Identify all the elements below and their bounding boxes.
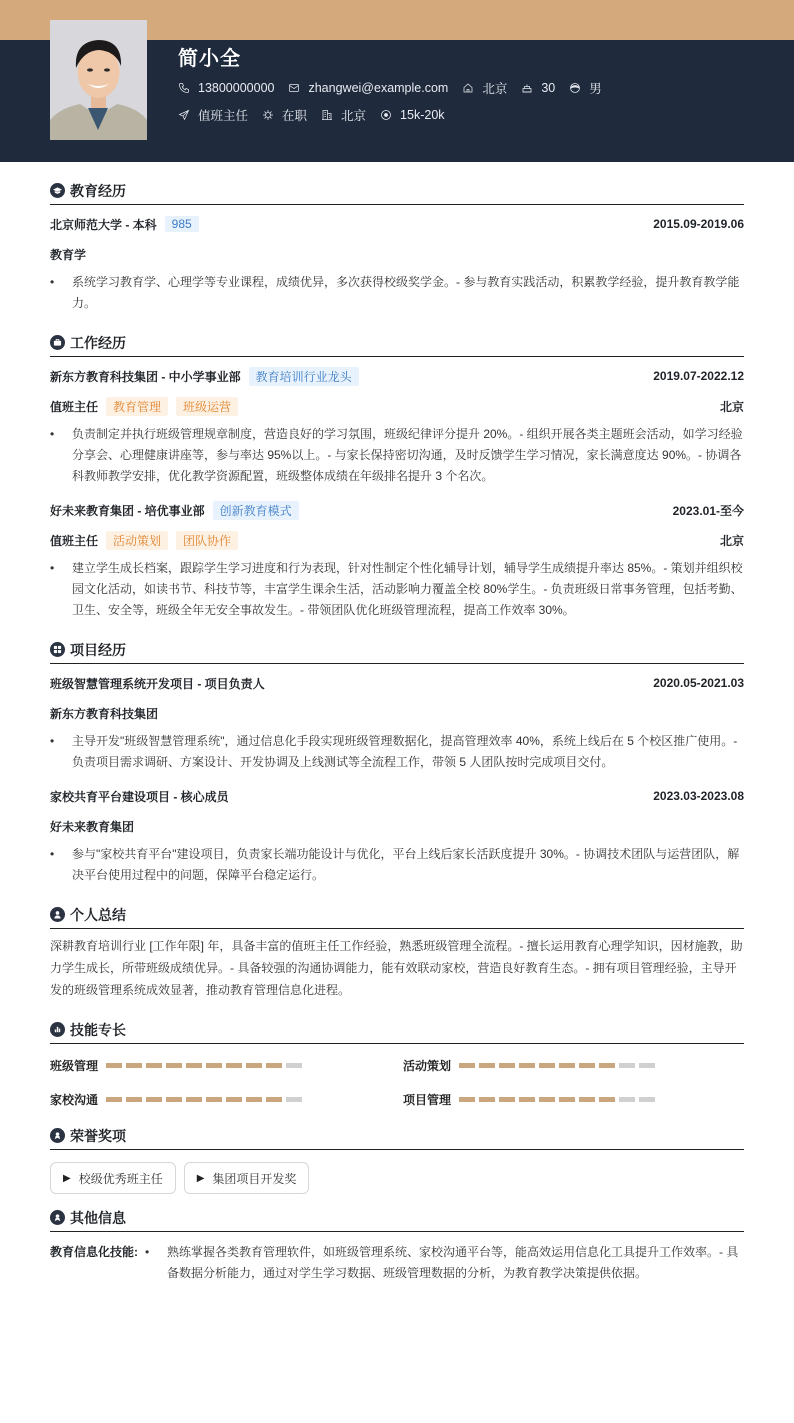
skill-name: 项目管理: [403, 1092, 452, 1107]
skill-segment: [226, 1063, 242, 1068]
job-role: 值班主任: [50, 399, 99, 414]
skill-segment: [106, 1063, 122, 1068]
work-location: 北京: [719, 399, 744, 414]
info-badge-icon: [50, 1210, 65, 1225]
skill-segment: [519, 1063, 535, 1068]
chart-icon: [50, 1022, 65, 1037]
bullet: •: [50, 847, 55, 861]
job-role: 值班主任: [50, 533, 99, 548]
skill-segment: [579, 1063, 595, 1068]
section-title: 教育经历: [70, 182, 126, 199]
skill-segment: [206, 1063, 222, 1068]
candidate-name: 简小全: [178, 48, 241, 70]
summary-section: [50, 905, 744, 1001]
other-label: 教育信息化技能:: [50, 1245, 138, 1259]
skill-level-bar: [459, 1097, 659, 1102]
grid-icon: [50, 642, 65, 657]
bullet: •: [50, 734, 55, 748]
skill-segment: [286, 1063, 302, 1068]
skill-segment: [559, 1063, 575, 1068]
send-icon: [178, 109, 190, 121]
skill-item: [50, 1048, 403, 1082]
skill-segment: [639, 1097, 655, 1102]
skill-name: 活动策划: [403, 1058, 452, 1073]
profile-header: [0, 40, 794, 162]
education-entry: [50, 209, 744, 314]
skill-segment: [146, 1063, 162, 1068]
user-icon: [50, 907, 65, 922]
gender-icon: [569, 82, 581, 94]
role-tag: 教育管理: [106, 397, 168, 416]
skill-segment: [459, 1097, 475, 1102]
skill-segment: [619, 1063, 635, 1068]
work-description: 负责制定并执行班级管理规章制度，营造良好的学习氛围，班级纪律评分提升 20%。- 组织开展各类主题班会活动，如学习经验分享会、心理健康讲座等，参与率达 95%以上。- 与家长保持密切沟通，及时反馈学生学习情况，家长满意度达 90%。- 协调各科教师教学安排，优化教学资源配置，班级整体成绩在年级排名提升 3 个名次。: [72, 427, 743, 483]
summary-text: 深耕教育培训行业 [工作年限] 年，具备丰富的值班主任工作经验，熟悉班级管理全流程。- 擅长运用教育心理学知识，因材施教，助力学生成长，所带班级成绩优异。- 具备较强的沟通协调能力，能有效联动家校，营造良好教育生态。- 拥有项目管理经验，主导开发的班级管理系统成效显著，推动教育管理信息化进程。: [50, 939, 743, 997]
skill-item: [50, 1082, 403, 1116]
project-entry: [50, 668, 744, 773]
company-tag: 教育培训行业龙头: [249, 367, 359, 386]
major: 教育学: [50, 247, 87, 262]
skill-segment: [106, 1097, 122, 1102]
skill-segment: [286, 1097, 302, 1102]
work-entry: [50, 495, 744, 621]
contact-age: 30: [521, 81, 555, 95]
project-name: 班级智慧管理系统开发项目 - 项目负责人: [50, 676, 265, 691]
projects-section: [50, 640, 744, 886]
company-name: 新东方教育科技集团 - 中小学事业部: [50, 369, 241, 384]
project-description: 主导开发"班级智慧管理系统"，通过信息化手段实现班级管理数据化，提高管理效率 40%，系统上线后在 5 个校区推广使用。- 负责项目需求调研、方案设计、开发协调及上线测试等全流程工作，带领 5 人团队按时完成项目交付。: [72, 734, 738, 769]
role-tag: 班级运营: [176, 397, 238, 416]
bullet: •: [50, 561, 55, 575]
skill-item: [403, 1082, 744, 1116]
skill-segment: [619, 1097, 635, 1102]
bullet: •: [50, 275, 55, 289]
skill-segment: [206, 1097, 222, 1102]
skill-level-bar: [459, 1063, 659, 1068]
school-tag: 985: [165, 216, 199, 232]
award-chip[interactable]: ▶ 校级优秀班主任: [50, 1162, 176, 1194]
skill-segment: [539, 1063, 555, 1068]
awards-section: [50, 1126, 744, 1194]
work-entry: [50, 361, 744, 487]
mail-icon: [288, 82, 300, 94]
job-intent-row: [178, 101, 774, 128]
skill-segment: [479, 1063, 495, 1068]
work-section: [50, 333, 744, 621]
section-title: 技能专长: [70, 1021, 126, 1038]
skill-level-bar: [106, 1097, 306, 1102]
home-icon: [462, 82, 474, 94]
contact-email: zhangwei@example.com: [288, 81, 448, 95]
bullet: •: [145, 1245, 150, 1259]
skill-segment: [539, 1097, 555, 1102]
skill-segment: [166, 1063, 182, 1068]
company-tag: 创新教育模式: [213, 501, 299, 520]
skill-segment: [599, 1097, 615, 1102]
section-title: 工作经历: [70, 334, 126, 351]
play-triangle-icon: ▶: [196, 1172, 205, 1184]
school-degree: 北京师范大学 - 本科: [50, 217, 157, 232]
skill-segment: [499, 1097, 515, 1102]
skill-segment: [246, 1097, 262, 1102]
project-date: 2020.05-2021.03: [653, 676, 744, 690]
skill-name: 班级管理: [50, 1058, 99, 1073]
skill-segment: [126, 1063, 142, 1068]
education-section: [50, 181, 744, 314]
skill-segment: [266, 1063, 282, 1068]
skill-segment: [499, 1063, 515, 1068]
project-org: 好未来教育集团: [50, 819, 135, 834]
project-entry: [50, 781, 744, 886]
skills-grid: [50, 1048, 744, 1116]
skill-segment: [186, 1097, 202, 1102]
intent-position: 值班主任: [178, 106, 248, 124]
project-name: 家校共育平台建设项目 - 核心成员: [50, 789, 229, 804]
skill-segment: [266, 1097, 282, 1102]
skill-item: [403, 1048, 744, 1082]
project-org: 新东方教育科技集团: [50, 706, 159, 721]
briefcase-icon: [50, 335, 65, 350]
contact-row: [178, 74, 774, 101]
other-section: [50, 1208, 744, 1284]
play-triangle-icon: ▶: [63, 1172, 71, 1184]
graduation-cap-icon: [50, 183, 65, 198]
other-description: 熟练掌握各类教育管理软件，如班级管理系统、家校沟通平台等，能高效运用信息化工具提升工作效率。- 具备数据分析能力，通过对学生学习数据、班级管理数据的分析，为教育教学决策提供依据。: [167, 1245, 739, 1280]
skill-segment: [126, 1097, 142, 1102]
cake-icon: [521, 82, 533, 94]
skill-segment: [166, 1097, 182, 1102]
skill-segment: [246, 1063, 262, 1068]
contact-phone: 13800000000: [178, 81, 274, 95]
skills-section: [50, 1020, 744, 1116]
avatar-photo: [50, 20, 147, 140]
work-date: 2019.07-2022.12: [653, 369, 744, 383]
section-title: 项目经历: [70, 641, 126, 658]
award-icon: [50, 1128, 65, 1143]
skill-segment: [559, 1097, 575, 1102]
skill-segment: [479, 1097, 495, 1102]
contact-gender: 男: [569, 79, 602, 97]
skill-level-bar: [106, 1063, 306, 1068]
skill-segment: [519, 1097, 535, 1102]
skill-segment: [226, 1097, 242, 1102]
contact-city: 北京: [462, 79, 507, 97]
skill-segment: [459, 1063, 475, 1068]
work-location: 北京: [719, 533, 744, 548]
role-tag: 团队协作: [176, 531, 238, 550]
education-date: 2015.09-2019.06: [653, 217, 744, 231]
bullet: •: [50, 427, 55, 441]
building-icon: [321, 109, 333, 121]
project-description: 参与"家校共育平台"建设项目，负责家长端功能设计与优化，平台上线后家长活跃度提升 30%。- 协调技术团队与运营团队，解决平台使用过程中的问题，保障平台稳定运行。: [72, 847, 740, 882]
work-date: 2023.01-至今: [672, 503, 744, 518]
award-chip[interactable]: ▶ 集团项目开发奖: [184, 1162, 310, 1194]
section-title: 其他信息: [70, 1209, 126, 1226]
project-date: 2023.03-2023.08: [653, 789, 744, 803]
education-description: 系统学习教育学、心理学等专业课程，成绩优异，多次获得校级奖学金。- 参与教育实践活动，积累教学经验，提升教育教学能力。: [72, 275, 740, 310]
section-title: 荣誉奖项: [70, 1127, 126, 1144]
intent-salary: 15k-20k: [380, 108, 444, 122]
skill-segment: [186, 1063, 202, 1068]
phone-icon: [178, 82, 190, 94]
company-name: 好未来教育集团 - 培优事业部: [50, 503, 205, 518]
intent-city: 北京: [321, 106, 366, 124]
skill-segment: [146, 1097, 162, 1102]
skill-name: 家校沟通: [50, 1092, 99, 1107]
work-description: 建立学生成长档案，跟踪学生学习进度和行为表现，针对性制定个性化辅导计划，辅导学生成绩提升率达 85%。- 策划并组织校园文化活动，如读书节、科技节等，丰富学生课余生活，活动影响力覆盖全校 80%学生。- 负责班级日常事务管理，包括考勤、卫生、安全等，班级全年无安全事故发生。- 带领团队优化班级管理流程，提高工作效率 30%。: [72, 561, 743, 617]
skill-segment: [579, 1097, 595, 1102]
intent-status: 在职: [262, 106, 307, 124]
status-icon: [262, 109, 274, 121]
role-tag: 活动策划: [106, 531, 168, 550]
skill-segment: [599, 1063, 615, 1068]
section-title: 个人总结: [70, 906, 126, 923]
skill-segment: [639, 1063, 655, 1068]
salary-icon: [380, 109, 392, 121]
